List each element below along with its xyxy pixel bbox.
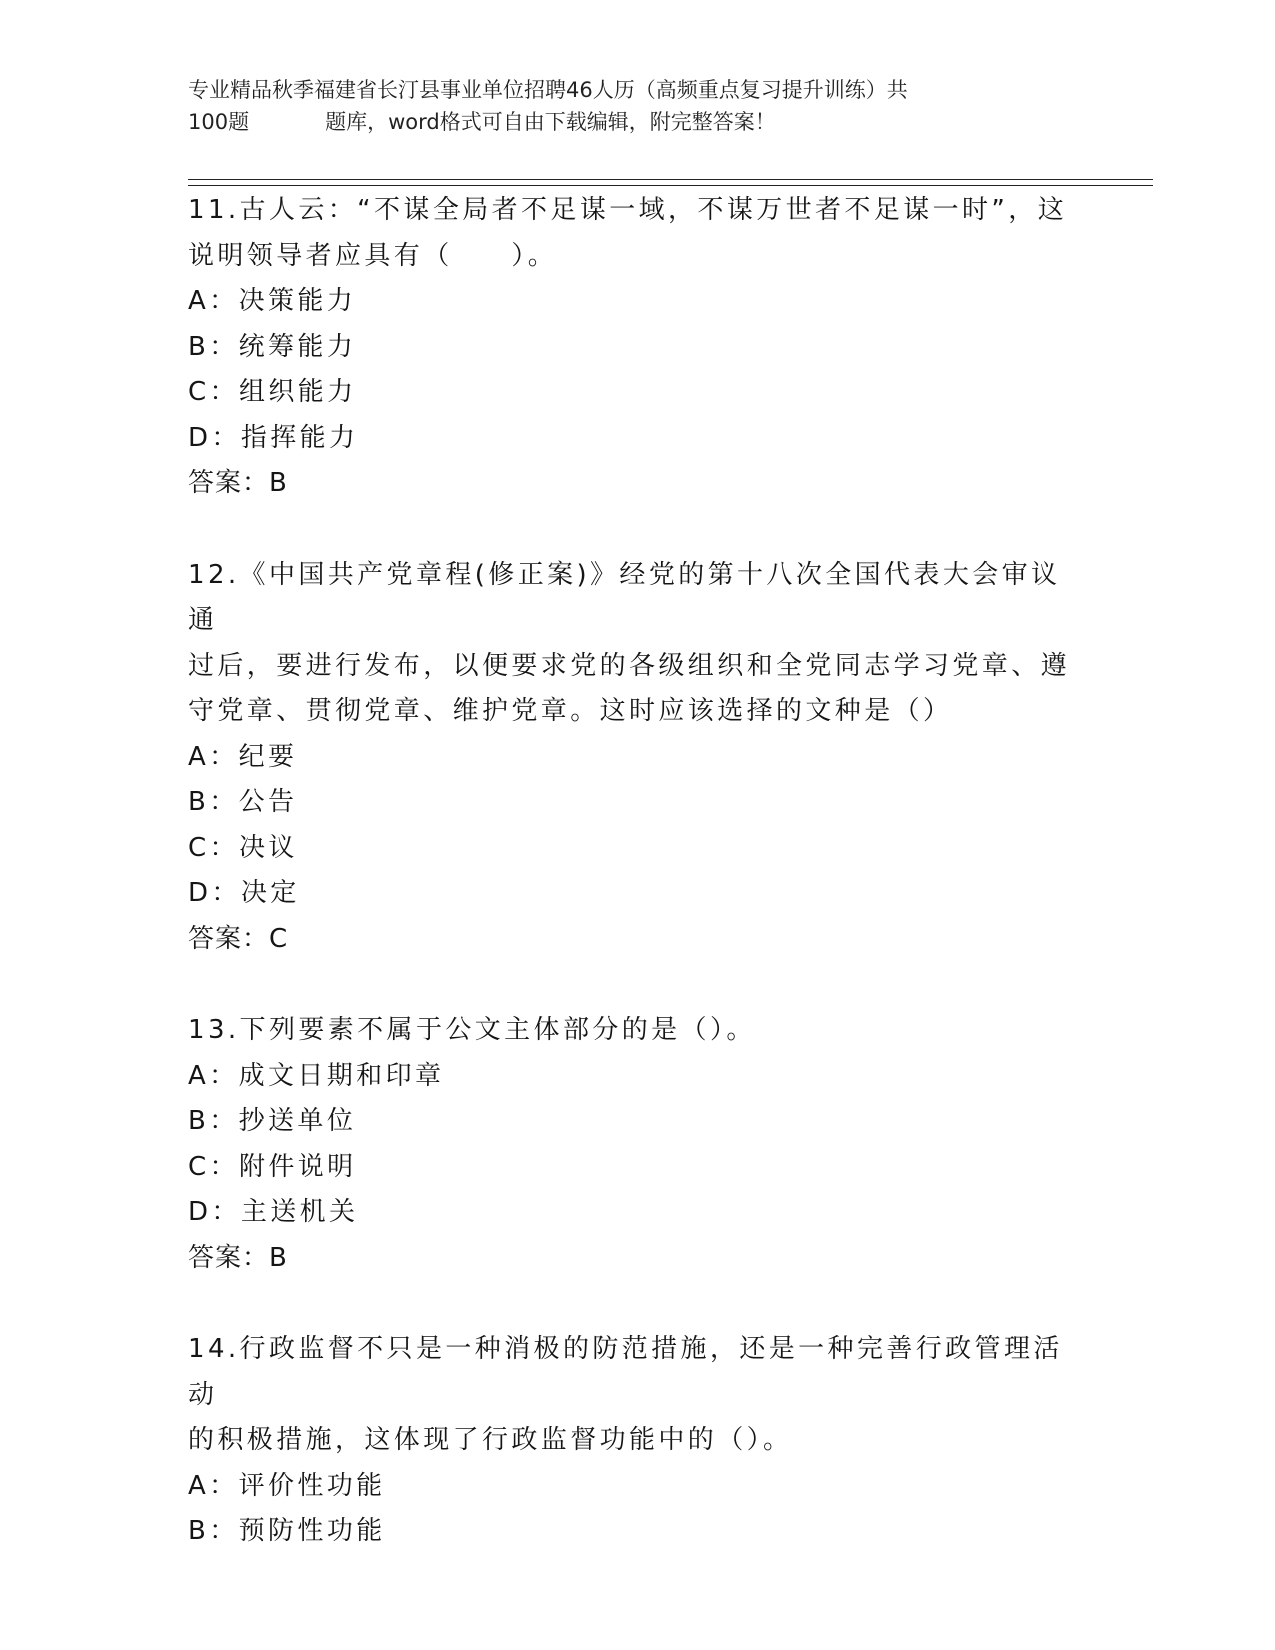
option-b: B：公告 <box>188 787 298 817</box>
question-text-line: 的积极措施，这体现了行政监督功能中的（）。 <box>188 1425 793 1455</box>
option-b: B：抄送单位 <box>188 1106 357 1136</box>
option-b: B：统筹能力 <box>188 331 357 362</box>
question-text-line: 14.行政监督不只是一种消极的防范措施，还是一种完善行政管理活动 <box>188 1334 1063 1410</box>
question-list <box>188 188 1088 1555</box>
question-text-line: 过后，要进行发布，以便要求党的各级组织和全党同志学习党章、遵 <box>188 650 1071 681</box>
option-c: C：决议 <box>188 832 298 863</box>
option-a: A：成文日期和印章 <box>188 1060 445 1091</box>
option-d: D：决定 <box>188 878 300 908</box>
option-a: A：决策能力 <box>188 286 357 316</box>
option-a: A：评价性功能 <box>188 1470 386 1501</box>
question-text-line: 11.古人云：“不谋全局者不足谋一域，不谋万世者不足谋一时”，这 <box>188 195 1068 225</box>
answer-text: 答案：B <box>188 468 288 498</box>
question-text-line: 12.《中国共产党章程(修正案)》经党的第十八次全国代表大会审议通 <box>188 559 1061 635</box>
question-text-line: 守党章、贯彻党章、维护党章。这时应该选择的文种是（） <box>188 696 953 726</box>
header-line-1: 专业精品秋季福建省长汀县事业单位招聘46人历（高频重点复习提升训练）共 <box>188 78 908 102</box>
document-header <box>188 74 1068 138</box>
question-text-line: 13.下列要素不属于公文主体部分的是（）。 <box>188 1015 756 1045</box>
option-d: D：指挥能力 <box>188 422 359 453</box>
option-c: C：附件说明 <box>188 1151 357 1182</box>
option-c: C：组织能力 <box>188 377 357 407</box>
option-b: B：预防性功能 <box>188 1516 386 1546</box>
header-line-2: 题库，word格式可自由下载编辑，附完整答案！ <box>325 110 776 134</box>
header-divider-top <box>188 179 1153 180</box>
answer-text: 答案：B <box>188 1242 288 1273</box>
question-text-line: 说明领导者应具有（ ）。 <box>188 240 558 271</box>
header-count: 100题 <box>188 110 250 134</box>
question-12 <box>188 553 1088 963</box>
question-11 <box>188 188 1088 507</box>
question-13 <box>188 1008 1088 1281</box>
option-d: D：主送机关 <box>188 1197 359 1227</box>
question-14 <box>188 1327 1088 1555</box>
answer-text: 答案：C <box>188 923 289 954</box>
option-a: A：纪要 <box>188 741 298 772</box>
header-divider-bottom <box>188 185 1153 186</box>
